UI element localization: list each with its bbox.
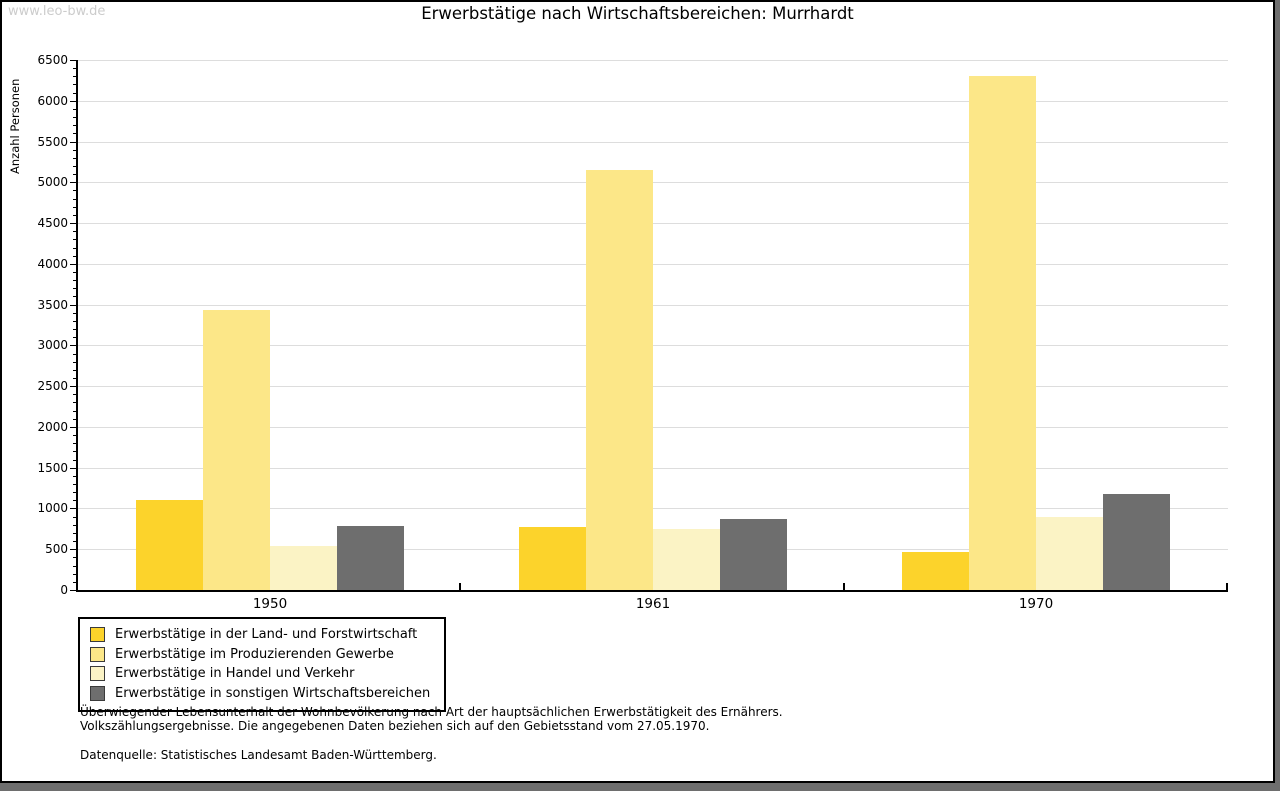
gridline-y-6000 [78, 101, 1228, 102]
y-axis-minor-tick [73, 378, 76, 379]
y-axis-minor-tick [73, 557, 76, 558]
bar-1961-series-4 [720, 519, 787, 590]
y-axis-minor-tick [73, 76, 76, 77]
legend-item-1 [88, 625, 436, 645]
y-axis-tick-label: 2000 [37, 420, 68, 434]
y-axis-major-tick [70, 223, 76, 224]
y-axis-minor-tick [73, 256, 76, 257]
x-axis-tick-label: 1961 [635, 596, 671, 612]
y-axis-major-tick [70, 427, 76, 428]
y-axis-minor-tick [73, 582, 76, 583]
y-axis-minor-tick [73, 296, 76, 297]
y-axis-major-tick [70, 590, 76, 591]
y-axis-tick-label: 500 [45, 542, 68, 556]
y-axis-minor-tick [73, 117, 76, 118]
y-axis-minor-tick [73, 68, 76, 69]
bar-1970-series-1 [902, 552, 969, 590]
footnote-line-1: Überwiegender Lebensunterhalt der Wohnbevölkerung nach Art der hauptsächlichen Erwerbstätigkeit des Ernährers. [80, 705, 783, 719]
y-axis-major-tick [70, 549, 76, 550]
y-axis-minor-tick [73, 150, 76, 151]
y-axis-minor-tick [73, 476, 76, 477]
y-axis-minor-tick [73, 199, 76, 200]
bar-1970-series-2 [969, 76, 1036, 590]
y-axis-minor-tick [73, 451, 76, 452]
y-axis-minor-tick [73, 402, 76, 403]
y-axis-minor-tick [73, 329, 76, 330]
legend-swatch [90, 686, 105, 701]
y-axis-minor-tick [73, 84, 76, 85]
x-axis-boundary-tick [843, 583, 845, 590]
legend-swatch [90, 647, 105, 662]
y-axis-minor-tick [73, 419, 76, 420]
y-axis-minor-tick [73, 484, 76, 485]
gridline-y-3500 [78, 305, 1228, 306]
y-axis-minor-tick [73, 272, 76, 273]
plot-area [37, 53, 1228, 612]
footnote [80, 706, 783, 763]
y-axis-major-tick [70, 386, 76, 387]
bar-1950-series-4 [337, 526, 404, 590]
y-axis-minor-tick [73, 174, 76, 175]
y-axis-minor-tick [73, 248, 76, 249]
legend-label: Erwerbstätige in sonstigen Wirtschaftsbereichen [115, 685, 431, 701]
gridline-y-6500 [78, 60, 1228, 61]
y-axis-major-tick [70, 101, 76, 102]
y-axis-minor-tick [73, 215, 76, 216]
y-axis-minor-tick [73, 239, 76, 240]
y-axis-major-tick [70, 468, 76, 469]
footnote-line-2: Volkszählungsergebnisse. Die angegebenen Daten beziehen sich auf den Gebietsstand vom 27.05.1970. [80, 718, 710, 733]
x-axis-tick-label: 1970 [1018, 596, 1054, 612]
y-axis-minor-tick [73, 574, 76, 575]
y-axis-line [76, 60, 78, 592]
y-axis-minor-tick [73, 566, 76, 567]
y-axis-minor-tick [73, 280, 76, 281]
legend-label: Erwerbstätige in Handel und Verkehr [115, 666, 355, 682]
bar-1950-series-1 [136, 500, 203, 590]
legend [78, 617, 446, 712]
y-axis-major-tick [70, 264, 76, 265]
chart-title: Erwerbstätige nach Wirtschaftsbereichen: Murrhardt [421, 4, 854, 23]
y-axis-tick-label: 5000 [37, 175, 68, 189]
x-axis-boundary-tick [1226, 583, 1228, 590]
y-axis-minor-tick [73, 443, 76, 444]
y-axis-minor-tick [73, 525, 76, 526]
y-axis-tick-label: 6500 [37, 53, 68, 67]
gridline-y-5500 [78, 142, 1228, 143]
legend-swatch [90, 666, 105, 681]
y-axis-minor-tick [73, 500, 76, 501]
y-axis-tick-label: 2500 [37, 379, 68, 393]
gridline-y-5000 [78, 182, 1228, 183]
y-axis-minor-tick [73, 190, 76, 191]
y-axis-tick-label: 3000 [37, 338, 68, 352]
y-axis-minor-tick [73, 411, 76, 412]
legend-swatch [90, 627, 105, 642]
y-axis-tick-label: 6000 [37, 94, 68, 108]
y-axis-minor-tick [73, 158, 76, 159]
y-axis-major-tick [70, 142, 76, 143]
y-axis-title: Anzahl Personen [8, 78, 22, 174]
y-axis-tick-label: 4500 [37, 216, 68, 230]
x-axis-tick-label: 1950 [252, 596, 288, 612]
y-axis-tick-label: 3500 [37, 298, 68, 312]
y-axis-minor-tick [73, 460, 76, 461]
y-axis-major-tick [70, 305, 76, 306]
y-axis-tick-label: 5500 [37, 135, 68, 149]
y-axis-minor-tick [73, 533, 76, 534]
y-axis-minor-tick [73, 231, 76, 232]
data-source: Datenquelle: Statistisches Landesamt Baden-Württemberg. [80, 748, 437, 762]
y-axis-minor-tick [73, 337, 76, 338]
y-axis-minor-tick [73, 354, 76, 355]
y-axis-tick-label: 1000 [37, 501, 68, 515]
gridline-y-4500 [78, 223, 1228, 224]
y-axis-minor-tick [73, 370, 76, 371]
y-axis-minor-tick [73, 125, 76, 126]
y-axis-minor-tick [73, 362, 76, 363]
y-axis-minor-tick [73, 492, 76, 493]
y-axis-major-tick [70, 182, 76, 183]
bar-1970-series-3 [1036, 517, 1103, 590]
legend-item-2 [88, 645, 436, 665]
x-axis-line [76, 590, 1228, 592]
y-axis-minor-tick [73, 133, 76, 134]
y-axis-minor-tick [73, 109, 76, 110]
y-axis-minor-tick [73, 166, 76, 167]
y-axis-minor-tick [73, 288, 76, 289]
y-axis-major-tick [70, 60, 76, 61]
bar-1970-series-4 [1103, 494, 1170, 590]
legend-label: Erwerbstätige in der Land- und Forstwirtschaft [115, 627, 418, 643]
y-axis-minor-tick [73, 321, 76, 322]
legend-label: Erwerbstätige im Produzierenden Gewerbe [115, 646, 394, 662]
bar-1961-series-1 [519, 527, 586, 590]
bar-1950-series-2 [203, 310, 270, 590]
legend-item-4 [88, 684, 436, 704]
y-axis-minor-tick [73, 541, 76, 542]
bar-1961-series-3 [653, 529, 720, 590]
y-axis-minor-tick [73, 313, 76, 314]
y-axis-minor-tick [73, 207, 76, 208]
y-axis-minor-tick [73, 93, 76, 94]
y-axis-minor-tick [73, 435, 76, 436]
y-axis-major-tick [70, 508, 76, 509]
watermark: www.leo-bw.de [8, 4, 106, 19]
gridline-y-4000 [78, 264, 1228, 265]
bar-1961-series-2 [586, 170, 653, 590]
y-axis-major-tick [70, 345, 76, 346]
y-axis-minor-tick [73, 517, 76, 518]
x-axis-boundary-tick [459, 583, 461, 590]
y-axis-minor-tick [73, 394, 76, 395]
bar-1950-series-3 [270, 546, 337, 590]
y-axis-tick-label: 0 [60, 583, 68, 597]
y-axis-tick-label: 4000 [37, 257, 68, 271]
legend-item-3 [88, 664, 436, 684]
y-axis-tick-label: 1500 [37, 461, 68, 475]
